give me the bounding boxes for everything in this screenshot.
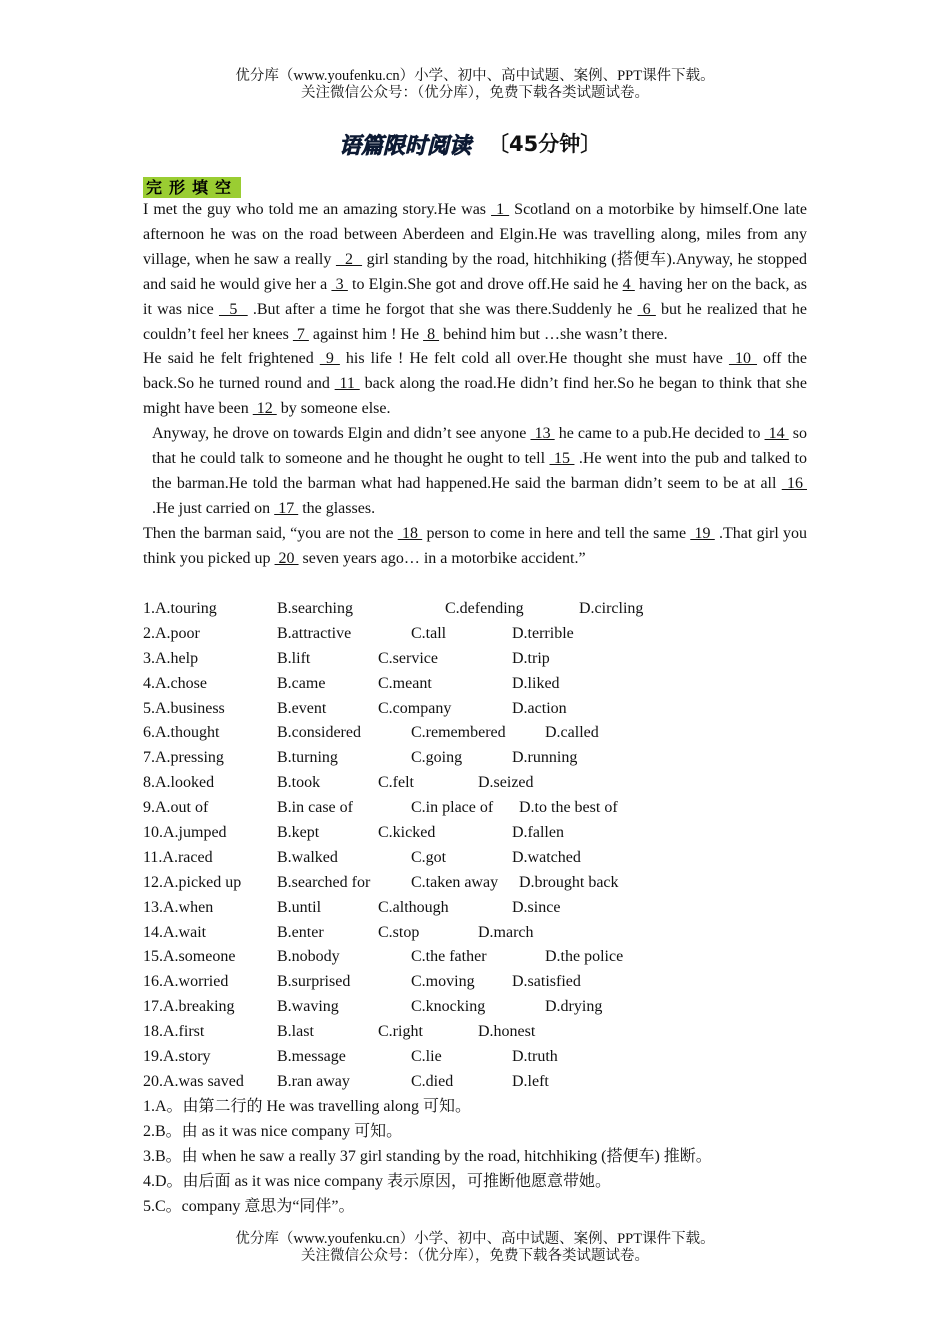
- option-choice: B.turning: [277, 749, 338, 767]
- option-choice: D.watched: [512, 848, 581, 866]
- option-choice: D.to the best of: [519, 799, 618, 817]
- option-choice: D.brought back: [519, 873, 619, 891]
- option-choice: C.the father: [411, 948, 487, 966]
- option-choice: D.satisfied: [512, 973, 581, 991]
- option-row: [143, 1045, 807, 1070]
- passage-text: Anyway, he drove on towards Elgin and didn’t see anyone: [152, 425, 531, 443]
- option-choice: C.died: [411, 1072, 454, 1090]
- passage-text: person to come in here and tell the same: [422, 524, 691, 542]
- option-choice: 19.A.story: [143, 1048, 211, 1066]
- passage-text: he came to a pub.He decided to: [554, 425, 765, 443]
- option-choice: D.trip: [512, 649, 550, 667]
- option-choice: D.running: [512, 749, 578, 767]
- answer-line: 5.C。company 意思为“同伴”。: [143, 1197, 355, 1215]
- option-choice: B.ran away: [277, 1072, 350, 1090]
- option-choice: C.right: [378, 1023, 423, 1041]
- option-choice: C.taken away: [411, 873, 499, 891]
- header-line-2: 关注微信公众号：（优分库），免费下载各类试题试卷。: [301, 85, 649, 101]
- option-row: [143, 622, 807, 647]
- option-choice: 4.A.chose: [143, 674, 207, 692]
- option-choice: B.came: [277, 674, 326, 692]
- option-choice: D.truth: [512, 1048, 558, 1066]
- section-title: [0, 127, 950, 167]
- option-choice: 8.A.looked: [143, 774, 215, 792]
- option-choice: B.attractive: [277, 624, 352, 642]
- option-row: [143, 821, 807, 846]
- option-row: [143, 995, 807, 1020]
- option-row: [143, 771, 807, 796]
- option-row: [143, 945, 807, 970]
- option-choice: 2.A.poor: [143, 624, 200, 642]
- option-choice: C.moving: [411, 973, 475, 991]
- passage-text: I met the guy who told me an amazing story.He was: [143, 201, 492, 218]
- page-header: [0, 68, 950, 102]
- option-row: [143, 1020, 807, 1045]
- option-choice: D.called: [545, 724, 599, 742]
- option-choice: D.terrible: [512, 624, 574, 642]
- title-word-art: [324, 129, 486, 159]
- option-choice: C.company: [378, 699, 452, 717]
- option-choice: 15.A.someone: [143, 948, 236, 966]
- option-choice: 11.A.raced: [143, 848, 213, 866]
- option-choice: D.the police: [545, 948, 624, 966]
- blank: 2: [335, 250, 363, 268]
- answer-explanations: [143, 1095, 807, 1220]
- answer-line: 4.D。由后面 as it was nice company 表示原因，可推断他愿意带她。: [143, 1172, 611, 1190]
- option-row: [143, 846, 807, 871]
- option-choice: 10.A.jumped: [143, 824, 227, 842]
- passage-paragraph: [143, 422, 807, 522]
- passage-text: the glasses.: [298, 499, 376, 517]
- option-choice: C.kicked: [378, 824, 436, 842]
- option-choice: D.action: [512, 699, 567, 717]
- option-choice: C.in place of: [411, 799, 494, 817]
- option-choice: D.drying: [545, 998, 603, 1016]
- option-choice: D.march: [478, 923, 534, 941]
- option-choice: 16.A.worried: [143, 973, 229, 991]
- blank: 17: [274, 499, 299, 517]
- option-choice: C.knocking: [411, 998, 486, 1016]
- option-choice: B.last: [277, 1023, 314, 1041]
- passage-text: back along the road.He didn’t find her.So he began to think that she might have been: [143, 375, 808, 418]
- option-choice: B.searching: [277, 600, 353, 617]
- option-row: [143, 871, 807, 896]
- blank: 7: [292, 325, 309, 343]
- option-choice: D.circling: [579, 600, 644, 617]
- passage-text: .But after a time he forgot that she was there.Suddenly he: [247, 300, 638, 318]
- option-choice: B.message: [277, 1048, 346, 1066]
- option-choice: B.lift: [277, 649, 311, 667]
- passage-paragraph: [143, 198, 807, 347]
- blank: 8: [423, 325, 440, 343]
- blank: 13: [530, 425, 555, 443]
- option-choice: 14.A.wait: [143, 923, 207, 941]
- passage-text: by someone else.: [276, 400, 391, 418]
- blank: 3: [331, 275, 348, 293]
- option-row: [143, 796, 807, 821]
- option-choice: B.took: [277, 774, 321, 792]
- passage-text: so that he could talk to someone and he thought he ought to tell: [152, 425, 808, 468]
- blank: 20: [274, 549, 299, 567]
- option-choice: B.kept: [277, 824, 320, 842]
- option-choice: D.seized: [478, 774, 534, 792]
- option-list: [143, 597, 807, 1095]
- passage-text: seven years ago… in a motorbike accident.”: [298, 549, 586, 567]
- blank: 15: [549, 450, 575, 468]
- blank: 6: [637, 300, 656, 318]
- option-choice: C.going: [411, 749, 463, 767]
- option-choice: B.surprised: [277, 973, 351, 991]
- option-row: [143, 672, 807, 697]
- option-choice: B.nobody: [277, 948, 340, 966]
- passage-text: girl standing by the road, hitchhiking (搭便车).Anyway, he stopped and said he would give her a: [143, 250, 808, 293]
- answer-line: 1.A。由第二行的 He was travelling along 可知。: [143, 1098, 471, 1115]
- passage-text: .He went into the pub and talked to the barman.He told the barman what had happened.He said the barman didn’t seem to be at all: [152, 450, 808, 492]
- option-choice: 7.A.pressing: [143, 749, 224, 767]
- footer-line-2: 关注微信公众号：（优分库），免费下载各类试题试卷。: [301, 1248, 649, 1264]
- header-line-1: 优分库（www.youfenku.cn）小学、初中、高中试题、案例、PPT课件下载。: [235, 68, 715, 84]
- passage-text: behind him but …she wasn’t there.: [439, 325, 668, 343]
- blank: 4: [622, 275, 635, 293]
- option-choice: C.felt: [378, 774, 414, 792]
- section-label: 完形填空: [143, 177, 241, 198]
- option-choice: 18.A.first: [143, 1023, 205, 1041]
- option-choice: D.honest: [478, 1023, 536, 1041]
- footer-line-1: 优分库（www.youfenku.cn）小学、初中、高中试题、案例、PPT课件下载。: [235, 1231, 715, 1247]
- option-choice: 17.A.breaking: [143, 998, 235, 1016]
- passage-text: He said he felt frightened: [143, 350, 320, 368]
- option-row: [143, 697, 807, 722]
- option-choice: 9.A.out of: [143, 799, 209, 817]
- blank: 5: [218, 300, 248, 318]
- passage-text: his life ! He felt cold all over.He thought she must have: [339, 350, 729, 368]
- option-choice: C.although: [378, 898, 449, 916]
- option-choice: 3.A.help: [143, 649, 199, 667]
- option-row: [143, 597, 807, 622]
- option-choice: C.remembered: [411, 724, 506, 742]
- passage-text: against him ! He: [308, 325, 424, 343]
- option-choice: C.stop: [378, 923, 420, 941]
- option-row: [143, 970, 807, 995]
- option-choice: 20.A.was saved: [143, 1072, 244, 1090]
- blank: 16: [781, 474, 807, 492]
- blank: 18: [397, 524, 423, 542]
- cloze-passage: [143, 198, 807, 572]
- blank: 19: [690, 524, 715, 542]
- passage-text: .He just carried on: [152, 499, 275, 517]
- option-row: [143, 896, 807, 921]
- option-choice: B.considered: [277, 724, 361, 742]
- passage-text: Then the barman said, “you are not the: [143, 524, 398, 542]
- option-choice: D.fallen: [512, 824, 564, 842]
- passage-text: Scotland on a motorbike by himself.One late afternoon he was on the road between Aberdeen and Elgin.He was travelling along, miles from any village, when he saw a really: [143, 201, 807, 268]
- option-row: [143, 1070, 807, 1095]
- option-choice: D.left: [512, 1072, 549, 1090]
- option-row: [143, 746, 807, 771]
- option-choice: C.service: [378, 649, 438, 667]
- title-duration: 〔45分钟〕: [488, 132, 602, 156]
- blank: 10: [728, 350, 758, 368]
- option-choice: 5.A.business: [143, 699, 225, 717]
- passage-paragraph: [143, 347, 807, 422]
- option-choice: B.enter: [277, 923, 324, 941]
- title-word-art-text: 语篇限时阅读: [338, 134, 472, 159]
- page-footer: [0, 1231, 950, 1265]
- option-choice: C.defending: [445, 600, 524, 617]
- option-choice: B.event: [277, 699, 327, 717]
- blank: 12: [252, 400, 277, 418]
- option-choice: C.got: [411, 848, 447, 866]
- passage-paragraph: [143, 522, 807, 572]
- option-choice: 13.A.when: [143, 898, 214, 916]
- option-choice: D.since: [512, 898, 561, 916]
- answer-line: 3.B。由 when he saw a really 37 girl standing by the road, hitchhiking (搭便车) 推断。: [143, 1147, 712, 1165]
- blank: 1: [491, 201, 510, 218]
- option-choice: 12.A.picked up: [143, 873, 242, 891]
- option-row: [143, 647, 807, 672]
- option-choice: 1.A.touring: [143, 600, 217, 617]
- option-row: [143, 921, 807, 946]
- answer-line: 2.B。由 as it was nice company 可知。: [143, 1122, 403, 1140]
- option-choice: B.waving: [277, 998, 339, 1016]
- option-choice: B.walked: [277, 848, 338, 866]
- option-choice: C.meant: [378, 674, 432, 692]
- option-choice: C.lie: [411, 1048, 442, 1066]
- option-choice: 6.A.thought: [143, 724, 220, 742]
- option-choice: C.tall: [411, 624, 447, 642]
- option-choice: B.in case of: [277, 799, 353, 817]
- passage-text: but he realized that he couldn’t feel her knees: [143, 300, 808, 343]
- option-row: [143, 721, 807, 746]
- passage-text: off the back.So he turned round and: [143, 350, 808, 393]
- option-choice: B.until: [277, 898, 322, 916]
- blank: 9: [319, 350, 340, 368]
- option-choice: D.liked: [512, 674, 560, 692]
- passage-text: having her on the back, as it was nice: [143, 275, 808, 318]
- option-choice: B.searched for: [277, 873, 371, 891]
- blank: 11: [334, 375, 360, 393]
- passage-text: .That girl you think you picked up: [143, 524, 808, 567]
- blank: 14: [764, 425, 789, 443]
- passage-text: to Elgin.She got and drove off.He said he: [347, 275, 623, 293]
